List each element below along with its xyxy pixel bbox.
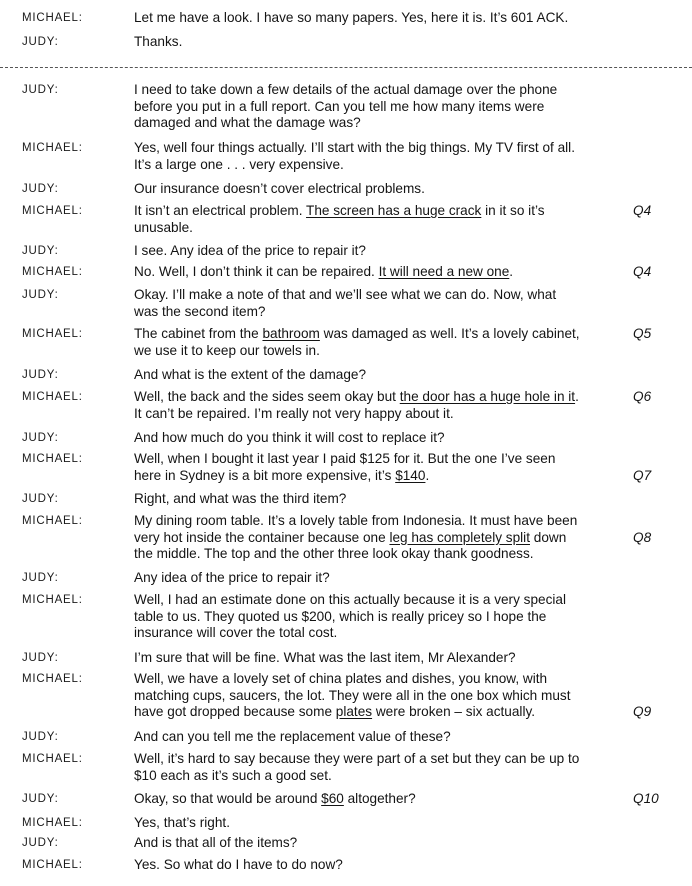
speech-line: Yes. So what do I have to do now? [134,857,343,872]
question-marker: Q4 [633,203,652,218]
speech-text [134,451,634,484]
underlined-answer: $60 [321,791,344,806]
speaker-label: JUDY: [22,493,59,505]
speech-text [134,203,634,236]
speech-text [134,491,634,508]
speech-text [134,513,634,563]
speech-line: I see. Any idea of the price to repair it? [134,243,366,258]
speech-text [134,287,634,320]
speech-text [134,650,634,667]
speech-line: Well, when I bought it last year I paid $125 for it. But the one I’ve seen [134,451,556,466]
speech-line: Well, the back and the sides seem okay but the door has a huge hole in it. [134,389,579,404]
speech-text [134,326,634,359]
underlined-answer: plates [335,704,373,719]
speaker-label: MICHAEL: [22,391,83,403]
speech-line: Yes, that’s right. [134,815,230,830]
speaker-label: MICHAEL: [22,453,83,465]
speaker-label: JUDY: [22,245,59,257]
speech-text [134,671,634,721]
speaker-label: MICHAEL: [22,12,83,24]
speech-text [134,729,634,746]
speaker-label: JUDY: [22,572,59,584]
speech-text [134,243,634,260]
question-marker: Q9 [633,704,652,719]
speaker-label: JUDY: [22,36,59,48]
speaker-label: MICHAEL: [22,266,83,278]
speech-line: Well, I had an estimate done on this actually because it is a very special [134,592,566,607]
speaker-label: MICHAEL: [22,673,83,685]
underlined-answer: leg has completely split [389,529,530,545]
speech-line: I need to take down a few details of the actual damage over the phone [134,82,558,97]
speaker-label: MICHAEL: [22,753,83,765]
speech-line: Right, and what was the third item? [134,491,347,506]
speaker-label: JUDY: [22,793,59,805]
speech-line: insurance will cover the total cost. [134,625,338,640]
speech-line: Okay. I’ll make a note of that and we’ll see what we can do. Now, what [134,287,557,302]
speech-line: And is that all of the items? [134,835,298,850]
speech-line: damaged and what the damage was? [134,115,361,130]
speech-text [134,82,634,132]
speech-line: the middle. The top and the other three look okay thank goodness. [134,546,534,561]
question-marker: Q5 [633,326,652,341]
speaker-label: MICHAEL: [22,859,83,871]
speech-line: Okay, so that would be around $60 altogether? [134,791,416,806]
speaker-label: JUDY: [22,432,59,444]
speech-line: have got dropped because some plates were broken – six actually. [134,704,536,719]
speech-line: Our insurance doesn’t cover electrical problems. [134,181,425,196]
speech-text [134,10,634,27]
speech-line: we use it to keep our towels in. [134,342,320,358]
speech-line: And can you tell me the replacement value of these? [134,729,451,744]
question-marker: Q10 [633,791,659,806]
speech-text [134,815,634,832]
speaker-label: JUDY: [22,84,59,96]
speech-text [134,835,634,852]
section-divider [0,67,692,68]
speaker-label: JUDY: [22,652,59,664]
speech-line: Yes, well four things actually. I’ll start with the big things. My TV first of all. [134,140,575,155]
speech-line: And what is the extent of the damage? [134,367,367,382]
speech-text [134,751,634,784]
underlined-answer: The screen has a huge crack [306,203,482,218]
speaker-label: MICHAEL: [22,817,83,829]
speech-line: very hot inside the container because one leg has completely split down [134,529,567,545]
question-marker: Q4 [633,264,652,279]
speaker-label: MICHAEL: [22,594,83,606]
speech-text [134,181,634,198]
speaker-label: MICHAEL: [22,515,83,527]
speech-line: unusable. [134,219,193,235]
underlined-answer: It will need a new one [378,264,510,279]
speaker-label: JUDY: [22,183,59,195]
speech-line: before you put in a full report. Can you tell me how many items were [134,98,545,114]
underlined-answer: $140 [395,467,426,483]
speech-text [134,264,634,281]
question-marker: Q6 [633,389,652,404]
speech-line: It can’t be repaired. I’m really not very happy about it. [134,405,454,421]
speech-line: Thanks. [134,34,183,49]
speech-text [134,367,634,384]
question-marker: Q8 [633,529,652,545]
speech-line: Let me have a look. I have so many papers. Yes, here it is. It’s 601 ACK. [134,10,569,25]
speech-text [134,592,634,642]
speaker-label: JUDY: [22,289,59,301]
underlined-answer: bathroom [262,326,320,341]
speech-line: table to us. They quoted us $200, which is really pricey so I hope the [134,608,547,624]
speech-line: was the second item? [134,303,266,319]
speaker-label: MICHAEL: [22,328,83,340]
speech-text [134,389,634,422]
speech-line: No. Well, I don’t think it can be repaired. It will need a new one. [134,264,514,279]
speech-line: matching cups, saucers, the lot. They were all in the one box which must [134,687,571,703]
speech-line: My dining room table. It’s a lovely table from Indonesia. It must have been [134,513,578,528]
speaker-label: MICHAEL: [22,205,83,217]
speech-text [134,34,634,51]
speaker-label: JUDY: [22,837,59,849]
speech-line: $10 each as it’s such a good set. [134,767,332,783]
speech-text [134,791,634,808]
speech-line: Any idea of the price to repair it? [134,570,330,585]
speaker-label: JUDY: [22,731,59,743]
speech-text [134,430,634,447]
speech-line: It’s a large one . . . very expensive. [134,156,344,172]
speaker-label: JUDY: [22,369,59,381]
underlined-answer: the door has a huge hole in it [399,389,576,404]
question-marker: Q7 [633,467,652,483]
speech-text [134,570,634,587]
speech-line: It isn’t an electrical problem. The screen has a huge crack in it so it’s [134,203,545,218]
speech-line: here in Sydney is a bit more expensive, it’s $140. [134,467,430,483]
speaker-label: MICHAEL: [22,142,83,154]
speech-line: Well, it’s hard to say because they were part of a set but they can be up to [134,751,580,766]
speech-line: The cabinet from the bathroom was damaged as well. It’s a lovely cabinet, [134,326,580,341]
speech-text [134,140,634,173]
speech-line: And how much do you think it will cost to replace it? [134,430,445,445]
speech-line: Well, we have a lovely set of china plates and dishes, you know, with [134,671,548,686]
speech-text [134,857,634,874]
speech-line: I’m sure that will be fine. What was the last item, Mr Alexander? [134,650,516,665]
